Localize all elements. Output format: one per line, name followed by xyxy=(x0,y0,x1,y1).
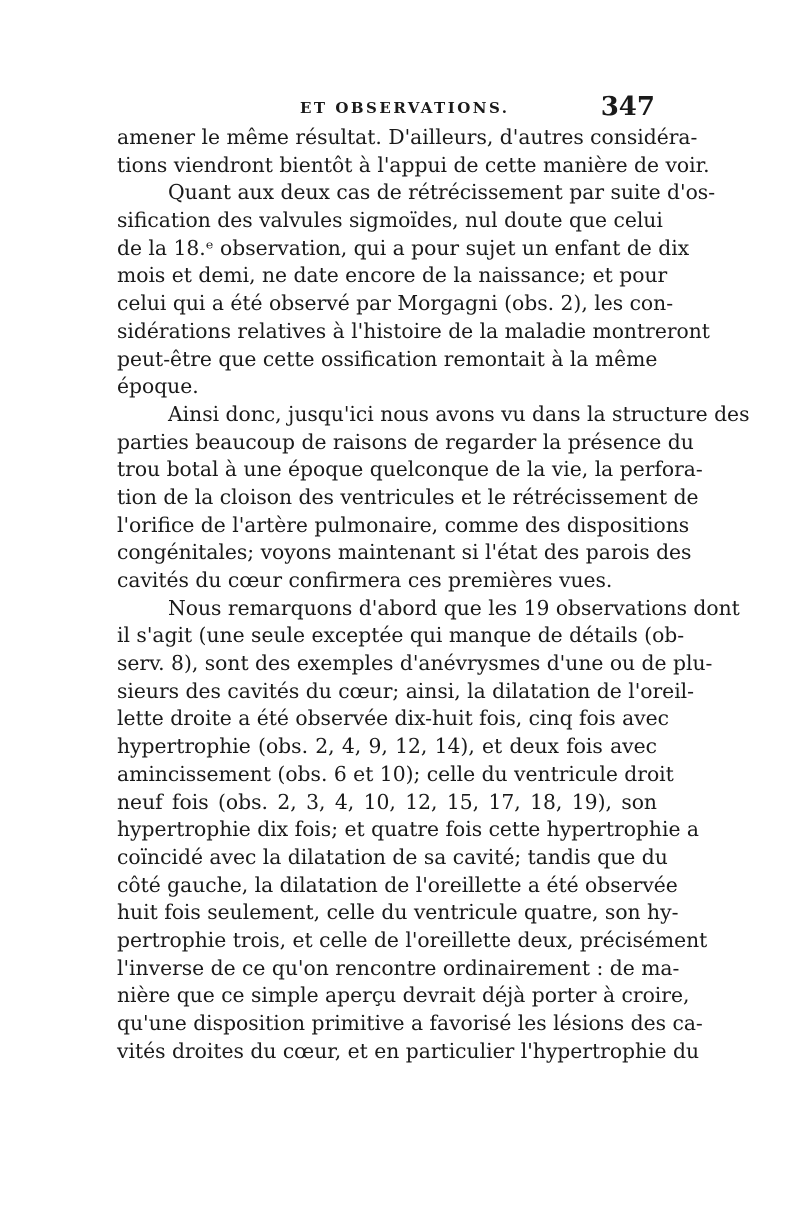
text-line: sification des valvules sigmoïdes, nul doute que celui xyxy=(117,208,663,233)
body-text xyxy=(117,124,750,1065)
text-line: de la 18.ᵉ observation, qui a pour sujet un enfant de dix xyxy=(117,235,690,260)
text-line: Ainsi donc, jusqu'ici nous avons vu dans la structure des xyxy=(168,401,750,426)
text-line: sieurs des cavités du cœur; ainsi, la dilatation de l'oreil- xyxy=(117,678,695,703)
text-line: parties beaucoup de raisons de regarder la présence du xyxy=(117,429,694,454)
text-line: hypertrophie (obs. 2, 4, 9, 12, 14), et deux fois avec xyxy=(117,734,657,759)
text-line: huit fois seulement, celle du ventricule quatre, son hy- xyxy=(117,900,679,925)
paragraph xyxy=(117,595,740,1066)
text-line: peut-être que cette ossification remontait à la même xyxy=(117,346,658,371)
text-line: trou botal à une époque quelconque de la vie, la perfora- xyxy=(117,457,703,482)
running-head xyxy=(117,92,657,126)
text-line: congénitales; voyons maintenant si l'état des parois des xyxy=(117,540,692,565)
paragraph xyxy=(117,179,716,401)
text-line: sidérations relatives à l'histoire de la maladie montreront xyxy=(117,318,710,343)
text-line: Nous remarquons d'abord que les 19 observations dont xyxy=(168,595,740,620)
text-line: qu'une disposition primitive a favorisé les lésions des ca- xyxy=(117,1011,703,1035)
text-line: mois et demi, ne date encore de la naissance; et pour xyxy=(117,263,668,288)
text-line: amener le même résultat. D'ailleurs, d'autres considéra- xyxy=(117,125,698,149)
text-line: nière que ce simple aperçu devrait déjà porter à croire, xyxy=(117,983,690,1008)
text-line: Quant aux deux cas de rétrécissement par suite d'os- xyxy=(168,180,716,205)
text-line: hypertrophie dix fois; et quatre fois cette hypertrophie a xyxy=(117,817,700,842)
running-head-title: ET OBSERVATIONS. xyxy=(300,99,510,117)
text-line: coïncidé avec la dilatation de sa cavité; tandis que du xyxy=(117,844,668,869)
text-line: celui qui a été observé par Morgagni (obs. 2), les con- xyxy=(117,291,674,316)
text-line: tion de la cloison des ventricules et le rétrécissement de xyxy=(117,484,699,509)
paragraph xyxy=(117,401,750,595)
text-line: neuf fois (obs. 2, 3, 4, 10, 12, 15, 17, 18, 19), son xyxy=(117,789,657,814)
text-line: il s'agit (une seule exceptée qui manque de détails (ob- xyxy=(117,623,685,648)
text-line: serv. 8), sont des exemples d'anévrysmes d'une ou de plu- xyxy=(117,651,713,676)
text-line: époque. xyxy=(117,374,199,399)
text-line: cavités du cœur confirmera ces premières vues. xyxy=(117,568,613,592)
paragraph xyxy=(117,124,710,179)
text-line: lette droite a été observée dix-huit fois, cinq fois avec xyxy=(117,706,669,731)
text-line: amincissement (obs. 6 et 10); celle du ventricule droit xyxy=(117,761,674,786)
text-line: pertrophie trois, et celle de l'oreillette deux, précisément xyxy=(117,927,708,952)
page-number: 347 xyxy=(600,92,655,122)
text-line: côté gauche, la dilatation de l'oreillette a été observée xyxy=(117,872,678,897)
text-line: l'inverse de ce qu'on rencontre ordinairement : de ma- xyxy=(117,955,680,980)
text-line: vités droites du cœur, et en particulier l'hypertrophie du xyxy=(117,1038,700,1063)
text-line: l'orifice de l'artère pulmonaire, comme des dispositions xyxy=(117,512,690,537)
text-line: tions viendront bientôt à l'appui de cette manière de voir. xyxy=(117,152,710,177)
